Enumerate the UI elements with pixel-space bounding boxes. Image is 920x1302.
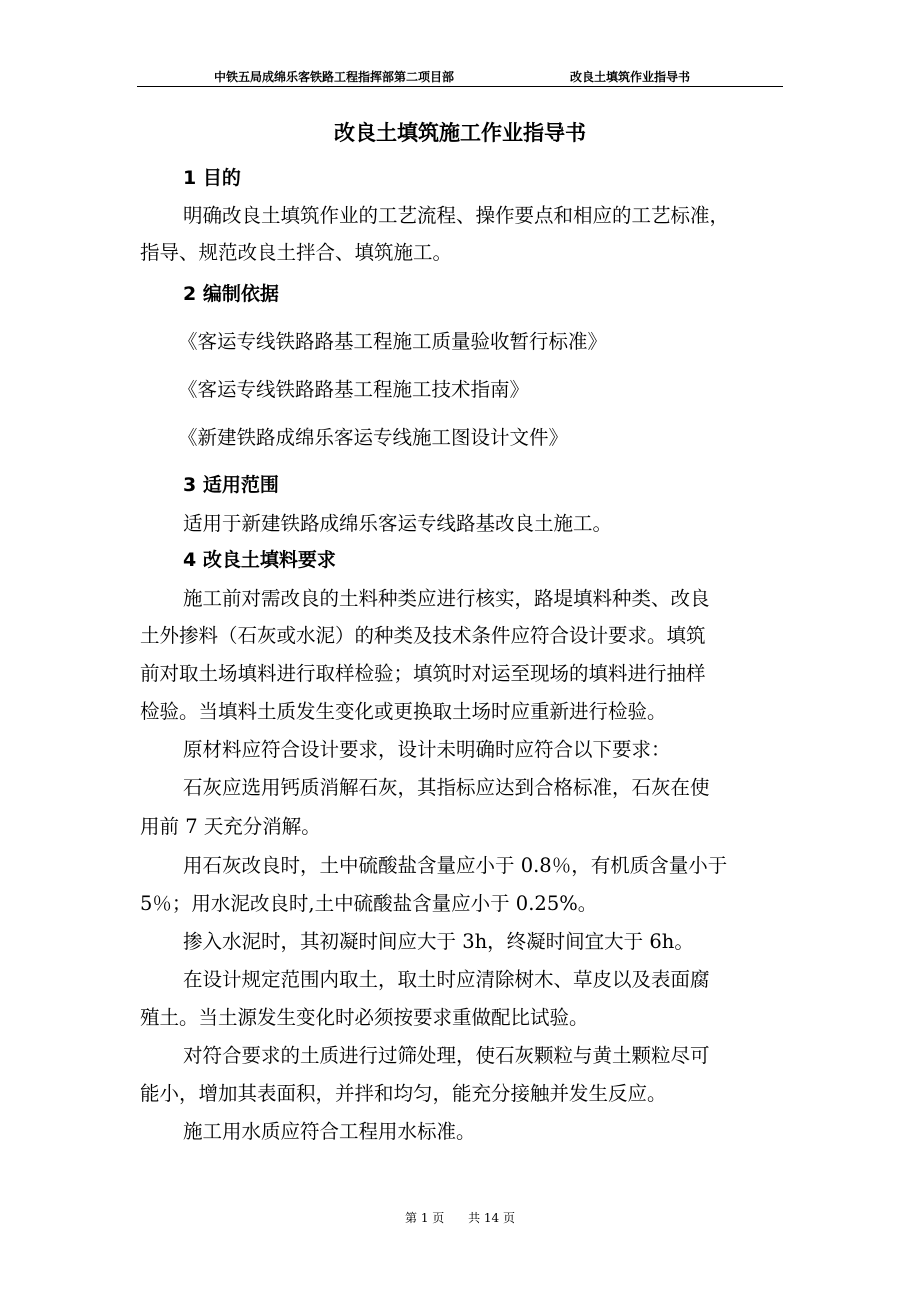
document-title: 改良土填筑施工作业指导书 <box>334 121 586 145</box>
paragraph-line: 对符合要求的土质进行过筛处理，使石灰颗粒与黄土颗粒尽可 <box>183 1044 710 1067</box>
page-footer <box>0 1209 920 1226</box>
reference-item: 《客运专线铁路路基工程施工技术指南》 <box>178 378 530 401</box>
header-divider <box>137 86 783 87</box>
section-1-heading: 1 目的 <box>183 167 241 189</box>
page-header <box>137 66 783 86</box>
paragraph-line: 施工前对需改良的土料种类应进行核实，路堤填料种类、改良 <box>183 587 710 610</box>
paragraph-line: 石灰应选用钙质消解石灰，其指标应达到合格标准，石灰在使 <box>183 776 710 799</box>
page-number: 第 1 页 <box>405 1211 445 1225</box>
page-total: 共 14 页 <box>468 1211 515 1225</box>
paragraph-line: 5％；用水泥改良时,土中硫酸盐含量应小于 0.25%。 <box>140 892 598 915</box>
header-organization: 中铁五局成绵乐客铁路工程指挥部第二项目部 <box>214 70 455 84</box>
section-4-heading: 4 改良土填料要求 <box>183 549 336 571</box>
paragraph-line: 明确改良土填筑作业的工艺流程、操作要点和相应的工艺标准， <box>183 204 730 227</box>
paragraph-line: 在设计规定范围内取土，取土时应清除树木、草皮以及表面腐 <box>183 968 710 991</box>
reference-item: 《客运专线铁路路基工程施工质量验收暂行标准》 <box>178 330 608 353</box>
paragraph-line: 前对取土场填料进行取样检验；填筑时对运至现场的填料进行抽样 <box>140 662 706 685</box>
paragraph-line: 殖土。当土源发生变化时必须按要求重做配比试验。 <box>140 1006 589 1029</box>
paragraph-line: 原材料应符合设计要求，设计未明确时应符合以下要求： <box>183 738 671 761</box>
paragraph-line: 用前 7 天充分消解。 <box>140 815 321 838</box>
paragraph-line: 掺入水泥时，其初凝时间应大于 3h，终凝时间宜大于 6h。 <box>183 930 694 953</box>
header-document-name: 改良土填筑作业指导书 <box>570 70 691 84</box>
paragraph-line: 指导、规范改良土拌合、填筑施工。 <box>140 241 453 264</box>
reference-item: 《新建铁路成绵乐客运专线施工图设计文件》 <box>178 426 569 449</box>
paragraph-line: 检验。当填料土质发生变化或更换取土场时应重新进行检验。 <box>140 700 667 723</box>
paragraph-line: 施工用水质应符合工程用水标准。 <box>183 1120 476 1143</box>
paragraph-line: 适用于新建铁路成绵乐客运专线路基改良土施工。 <box>183 512 613 535</box>
section-2-heading: 2 编制依据 <box>183 283 279 305</box>
section-3-heading: 3 适用范围 <box>183 474 279 496</box>
paragraph-line: 土外掺料（石灰或水泥）的种类及技术条件应符合设计要求。填筑 <box>140 624 706 647</box>
paragraph-line: 用石灰改良时，土中硫酸盐含量应小于 0.8％，有机质含量小于 <box>183 854 728 877</box>
paragraph-line: 能小，增加其表面积，并拌和均匀，能充分接触并发生反应。 <box>140 1082 667 1105</box>
